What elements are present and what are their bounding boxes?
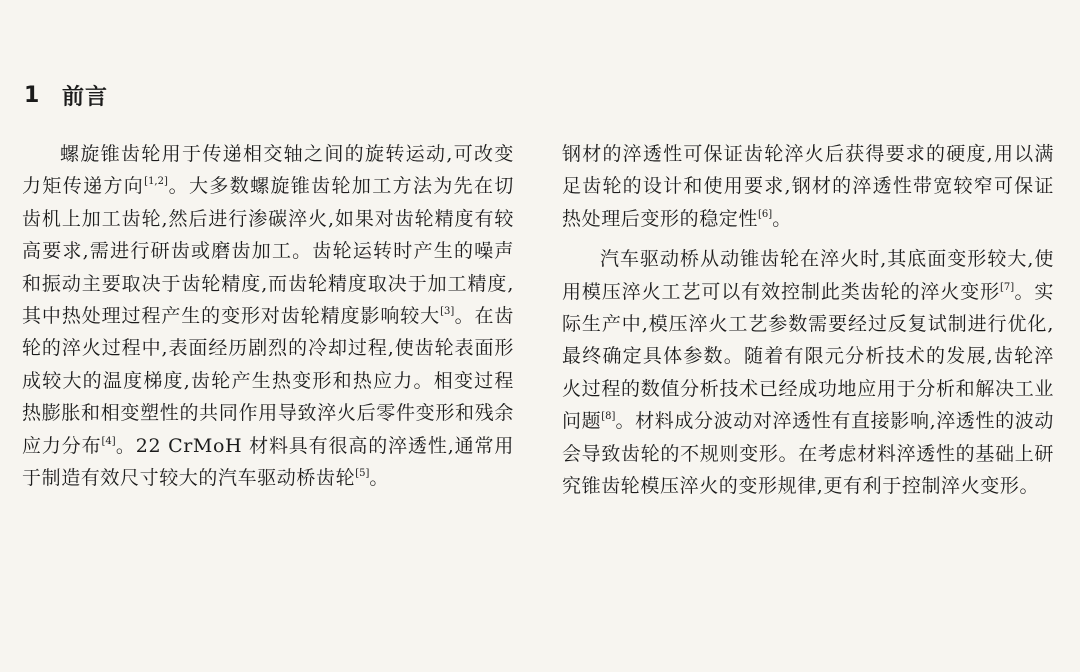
intro-paragraph-2 xyxy=(562,243,1054,502)
text-span: 螺旋锥齿轮用于传递相交轴之间的旋转运动,可改变力矩传递方向 xyxy=(22,143,514,198)
text-span: 钢材的淬透性可保证齿轮淬火后获得要求的硬度,用以满足齿轮的设计和使用要求,钢材的淬透性带宽较窄可保证热处理后变形的稳定性 xyxy=(562,143,1054,230)
citation: [5] xyxy=(355,468,370,480)
citation: [4] xyxy=(101,435,116,447)
text-span: 。实际生产中,模压淬火工艺参数需要经过反复试制进行优化,最终确定具体参数。随着有限元分析技术的发展,齿轮淬火过程的数值分析技术已经成功地应用于分析和解决工业问题 xyxy=(562,280,1055,433)
citation: [6] xyxy=(758,208,773,220)
left-column xyxy=(22,138,514,494)
section-title: 前言 xyxy=(62,84,109,110)
text-span: 。材料成分波动对淬透性有直接影响,淬透性的波动会导致齿轮的不规则变形。在考虑材料淬透性的基础上研究锥齿轮模压淬火的变形规律,更有利于控制淬火变形。 xyxy=(562,410,1054,498)
citation: [3] xyxy=(440,306,455,318)
section-number: 1 xyxy=(24,82,41,108)
citation: [1,2] xyxy=(144,176,168,188)
text-span: 。在齿轮的淬火过程中,表面经历剧烈的冷却过程,使齿轮表面形成较大的温度梯度,齿轮产生热变形和热应力。相变过程热膨胀和相变塑性的共同作用导致淬火后零件变形和残余应力分布 xyxy=(22,305,514,457)
text-span: 。 xyxy=(772,207,792,230)
citation: [7] xyxy=(1000,281,1015,293)
intro-paragraph-1-continued xyxy=(562,138,1054,235)
intro-paragraph-1 xyxy=(22,138,514,494)
text-span: 。 xyxy=(369,467,389,490)
section-heading xyxy=(24,78,108,112)
right-column xyxy=(562,138,1054,502)
text-span: 汽车驱动桥从动锥齿轮在淬火时,其底面变形较大,使用模压淬火工艺可以有效控制此类齿轮的淬火变形 xyxy=(562,248,1054,303)
citation: [8] xyxy=(601,411,616,423)
text-span: 。22 CrMoH 材料具有很高的淬透性,通常用于制造有效尺寸较大的汽车驱动桥齿轮 xyxy=(22,434,515,490)
text-span: 。大多数螺旋锥齿轮加工方法为先在切齿机上加工齿轮,然后进行渗碳淬火,如果对齿轮精度有较高要求,需进行研齿或磨齿加工。齿轮运转时产生的噪声和振动主要取决于齿轮精度,而齿轮精度取决于加工精度,其中热处理过程产生的变形对齿轮精度影响较大 xyxy=(22,175,515,328)
